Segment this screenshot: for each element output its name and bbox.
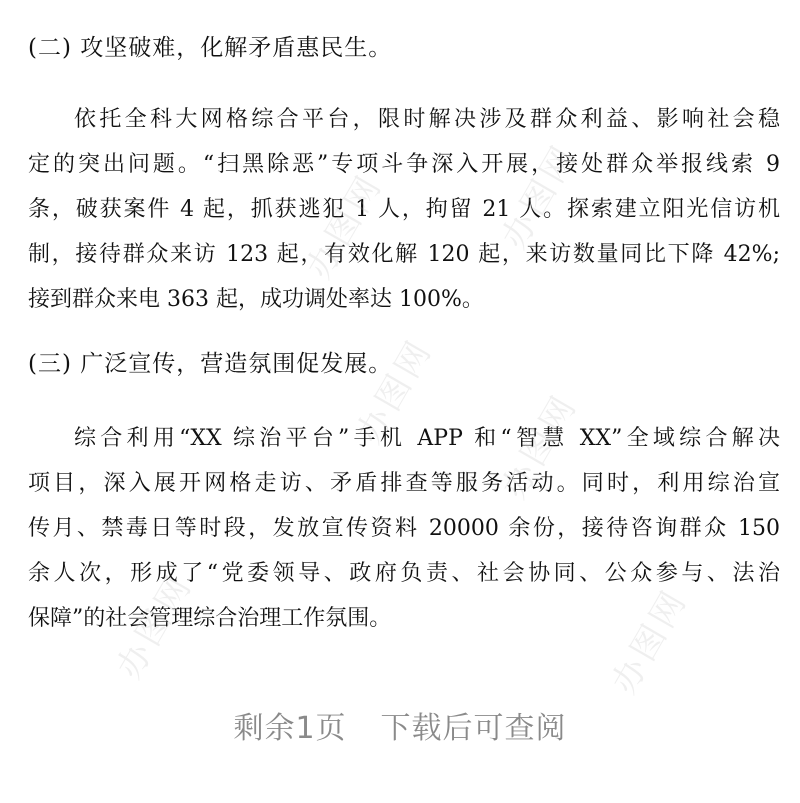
download-to-view-label[interactable]: 下载后可查阅 bbox=[380, 711, 567, 746]
section-paragraph-2 bbox=[28, 97, 780, 322]
section-heading-2: (二) 攻坚破难，化解矛盾惠民生。 bbox=[28, 35, 393, 61]
remaining-pages-label: 剩余1页 bbox=[233, 711, 347, 746]
watermark: 办图网 bbox=[494, 386, 586, 506]
paragraph-line: 综合利用“XX 综治平台”手机 APP 和“智慧 XX”全域综合解决 bbox=[74, 426, 780, 451]
download-notice[interactable] bbox=[0, 703, 800, 747]
paragraph-line: 余人次，形成了“党委领导、政府负责、社会协同、公众参与、法治 bbox=[28, 561, 780, 586]
paragraph-line: 接到群众来电 363 起，成功调处率达 100%。 bbox=[28, 287, 484, 312]
paragraph-line: 定的突出问题。“扫黑除恶”专项斗争深入开展，接处群众举报线索 9 bbox=[28, 152, 780, 177]
watermark: 办图网 bbox=[494, 136, 586, 256]
watermark: 办图网 bbox=[299, 166, 391, 286]
paragraph-line: 条，破获案件 4 起，抓获逃犯 1 人，拘留 21 人。探索建立阳光信访机 bbox=[28, 197, 780, 222]
section-paragraph-3 bbox=[28, 416, 780, 641]
paragraph-line: 传月、禁毒日等时段，发放宣传资料 20000 余份，接待咨询群众 150 bbox=[28, 516, 780, 541]
paragraph-line: 制，接待群众来访 123 起，有效化解 120 起，来访数量同比下降 42%; bbox=[28, 242, 780, 267]
watermark: 办图网 bbox=[604, 581, 696, 701]
section-heading-3: (三) 广泛宣传，营造氛围促发展。 bbox=[28, 351, 393, 377]
watermark: 办图网 bbox=[349, 331, 441, 451]
paragraph-line: 项目，深入展开网格走访、矛盾排查等服务活动。同时，利用综治宣 bbox=[28, 471, 780, 496]
paragraph-line: 依托全科大网格综合平台，限时解决涉及群众利益、影响社会稳 bbox=[74, 107, 780, 132]
paragraph-line: 保障”的社会管理综合治理工作氛围。 bbox=[28, 606, 392, 631]
watermark: 办图网 bbox=[109, 566, 201, 686]
